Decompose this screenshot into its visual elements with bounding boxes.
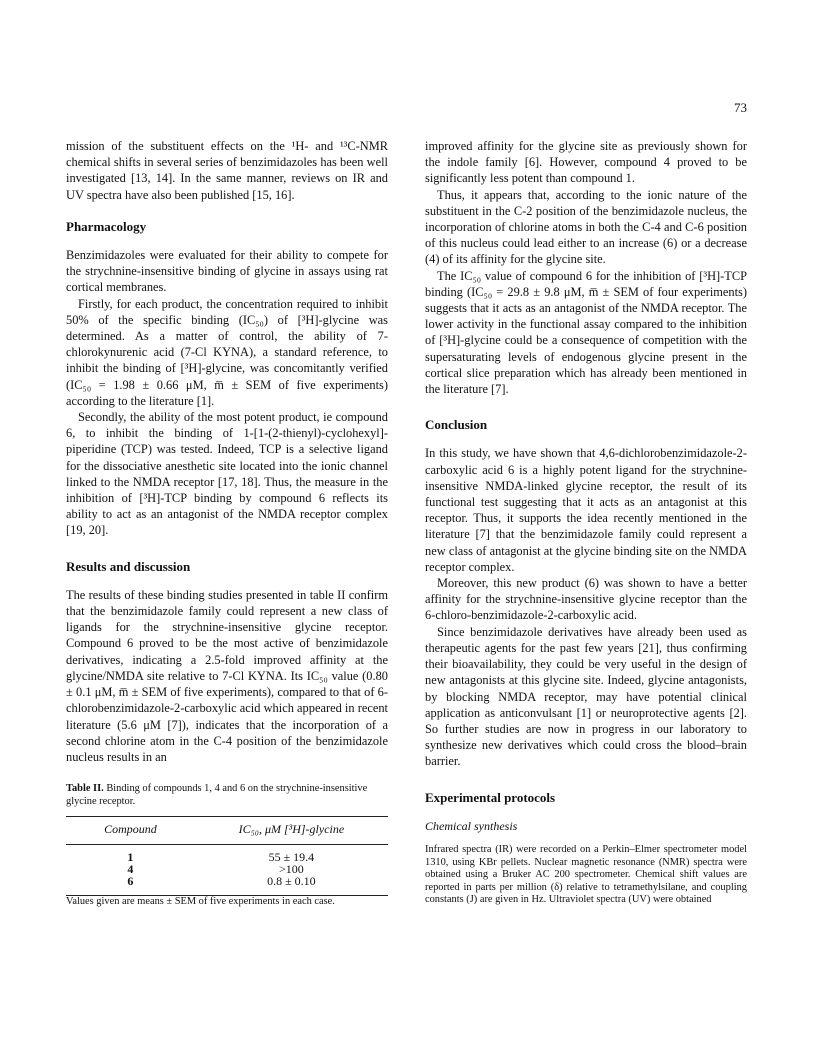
paragraph-results-3: Thus, it appears that, according to the ionic nature of the substituent in the C-2 position of the benzimidazole nucleus, the incorporation of chlorine atoms in both the C-4 and C-6 position of this nucleus could lead either to an increase (6) or a decrease (4) of its affinity for the glycine site.	[425, 187, 747, 267]
paragraph-intro-continuation: mission of the substituent effects on the ¹H- and ¹³C-NMR chemical shifts in several series of benzimidazoles has been well investigated [13, 14]. In the same manner, reviews on IR and UV spectra have also been published [15, 16].	[66, 139, 388, 202]
binding-table	[66, 816, 388, 895]
table-caption	[66, 783, 388, 808]
paragraph-pharmacology-3: Secondly, the ability of the most potent product, ie compound 6, to inhibit the binding of 1-[1-(2-thienyl)-cyclohexyl]-piperidine (TCP) was tested. Indeed, TCP is a selective ligand for the dissociative anesthetic site located into the ionic channel linked to the NMDA receptor [17, 18]. Thus, the measure in the inhibition of [³H]-TCP binding by compound 6 reflects its ability to act as an antagonist of the NMDA receptor complex [19, 20].	[66, 410, 388, 538]
table-header-row	[66, 817, 388, 844]
table-footnote: Values given are means ± SEM of five experiments in each case.	[66, 895, 335, 907]
right-column	[425, 138, 747, 907]
table-header-ic50: IC₅₀, μM [³H]-glycine	[195, 817, 388, 844]
table-cell-compound: 1	[127, 849, 134, 864]
paragraph-chemical-synthesis: Infrared spectra (IR) were recorded on a Perkin–Elmer spectrometer model 1310, using KBr pellets. Nuclear magnetic resonance (NMR) spectra were obtained using a Bruker AC 200 spectrometer. Chemical shift values are reported in parts per million (δ) relative to tetramethylsilane, and coupling constants (J) are given in Hz. Ultraviolet spectra (UV) were obtained	[425, 843, 747, 906]
table-cell-value: 0.8 ± 0.10	[195, 875, 388, 896]
paragraph-conclusion-3: Since benzimidazole derivatives have already been used as therapeutic agents for the past few years [21], thus confirming their bioavailability, they could be very useful in the design of new antagonists at this glycine site. Indeed, glycine antagonists, by blocking NMDA receptor, may have potential clinical application as anticonvulsant [1] or neuroprotective agents [2]. So further studies are now in progress in our laboratory to synthesize new derivatives which could cross the blood–brain barrier.	[425, 624, 747, 769]
paragraph-results-2: improved affinity for the glycine site as previously shown for the indole family [6]. However, compound 4 proved to be significantly less potent than compound 1.	[425, 139, 747, 186]
paragraph-results-4: The IC₅₀ value of compound 6 for the inhibition of [³H]-TCP binding (IC₅₀ = 29.8 ± 9.8 μM, m̅ ± SEM of four experiments) suggests that it acts as an antagonist of the NMDA receptor. The lower activity in the functional assay compared to the inhibition of [³H]-glycine could be a consequence of competition with the supersaturating levels of endogenous glycine present in the cortical slice preparation which has already been mentioned in the literature [7].	[425, 268, 747, 397]
heading-results-discussion: Results and discussion	[66, 558, 191, 574]
paragraph-pharmacology-1: Benzimidazoles were evaluated for their ability to compete for the strychnine-insensitive binding of glycine in assays using rat cortical membranes.	[66, 248, 388, 295]
left-column	[66, 138, 388, 908]
table-header-compound: Compound	[66, 817, 195, 844]
table-row	[66, 844, 388, 863]
table-row	[66, 863, 388, 875]
page-number: 73	[734, 100, 747, 115]
table-row	[66, 875, 388, 896]
paragraph-conclusion-2: Moreover, this new product (6) was shown to have a better affinity for the strychnine-insensitive glycine receptor than the 6-chloro-benzimidazole-2-carboxylic acid.	[425, 576, 747, 623]
subheading-chemical-synthesis: Chemical synthesis	[425, 818, 518, 833]
paragraph-conclusion-1: In this study, we have shown that 4,6-dichlorobenzimidazole-2-carboxylic acid 6 is a highly potent ligand for the strychnine-insensitive NMDA-linked glycine receptor, the result of its functional test suggesting that it acts as an antagonist at this receptor. Thus, it supports the idea recently mentioned in the literature [7] that the benzimidazole family could represent a new class of antagonist at the glycine binding site on the NMDA receptor complex.	[425, 446, 747, 574]
table-cell-value: >100	[279, 861, 304, 876]
table-cell-compound: 4	[127, 861, 134, 876]
heading-conclusion: Conclusion	[425, 417, 488, 433]
table-cell-value: 55 ± 19.4	[268, 849, 315, 864]
table-caption-label: Table II.	[66, 783, 104, 795]
heading-pharmacology: Pharmacology	[66, 218, 147, 234]
table-cell-compound: 6	[66, 875, 195, 896]
heading-experimental-protocols: Experimental protocols	[425, 789, 556, 805]
paragraph-results-1: The results of these binding studies presented in table II confirm that the benzimidazole family could represent a new class of ligands for the strychnine-insensitive glycine receptor. Compound 6 proved to be the most active of benzimidazole derivatives, indicating a 2.5-fold improved affinity at the glycine/NMDA site relative to 7-Cl KYNA. Its IC₅₀ value (0.80 ± 0.1 μM, m̅ ± SEM of five experiments), compared to that of 6-chlorobenzimidazole-2-carboxylic acid which appeared in recent literature (5.6 μM [7]), indicates that the incorporation of a second chlorine atom in the C-4 position of the benzimidazole nucleus results in an	[66, 587, 388, 764]
paragraph-pharmacology-2: Firstly, for each product, the concentration required to inhibit 50% of the specific binding (IC₅₀) of [³H]-glycine was determined. As a matter of control, the ability of 7-chlorokynurenic acid (7-Cl KYNA), a standard reference, to inhibit the binding of [³H]-glycine, was concomitantly verified (IC₅₀ = 1.98 ± 0.66 μM, m̅ ± SEM of five experiments) according to the literature [1].	[66, 296, 388, 408]
table-caption-text: Binding of compounds 1, 4 and 6 on the strychnine-insensitive glycine receptor.	[66, 783, 368, 807]
